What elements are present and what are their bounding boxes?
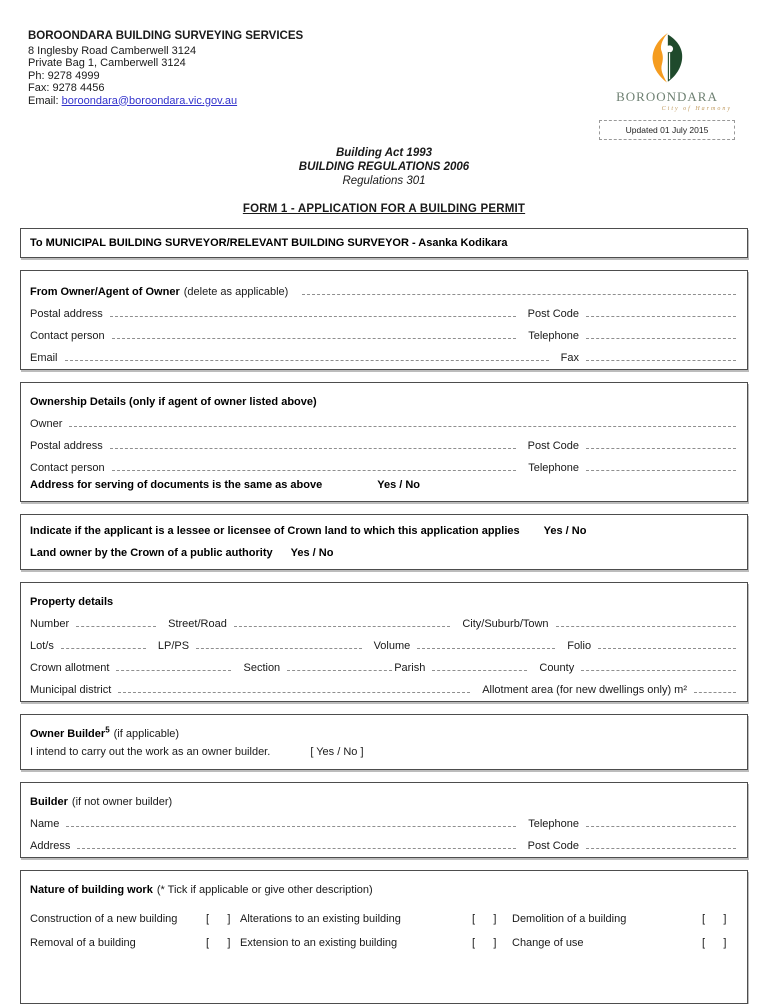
section-nature-of-work xyxy=(20,870,748,1004)
property-row-3 xyxy=(30,652,738,674)
nature-options-grid xyxy=(30,910,738,952)
crown-lessee-text: Indicate if the applicant is a lessee or licensee of Crown land to which this application applies xyxy=(30,525,520,537)
section-builder xyxy=(20,782,748,858)
volume-field-line xyxy=(417,647,555,649)
owner-builder-heading-note: (if applicable) xyxy=(113,728,180,740)
form-title: FORM 1 - APPLICATION FOR A BUILDING PERMIT xyxy=(242,203,526,215)
ownership-heading: Ownership Details (only if agent of owner listed above) xyxy=(30,396,317,408)
ownership-postal-field-line xyxy=(110,447,516,449)
owner-builder-heading-row xyxy=(30,720,738,740)
section-ownership-details xyxy=(20,382,748,502)
property-row-2 xyxy=(30,630,738,652)
from-postal-row xyxy=(30,298,738,320)
ownership-heading-row xyxy=(30,388,738,408)
street-road-field-line xyxy=(234,625,451,627)
checkbox-alterations-existing-building: [ ] xyxy=(472,913,497,925)
checkbox-extension-existing-building: [ ] xyxy=(472,937,497,949)
option-demolition-of-building: Demolition of a building xyxy=(512,913,627,925)
checkbox-change-of-use: [ ] xyxy=(702,937,727,949)
ownership-post-code-label: Post Code xyxy=(527,440,579,452)
lpps-label: LP/PS xyxy=(157,640,190,652)
owner-row xyxy=(30,408,738,430)
number-field-line xyxy=(76,625,156,627)
page-header xyxy=(0,0,768,140)
contact-person-label: Contact person xyxy=(30,330,105,342)
nature-heading: Nature of building work xyxy=(30,884,153,896)
section-from-owner xyxy=(20,270,748,370)
owner-field-line xyxy=(69,425,736,427)
owner-label: Owner xyxy=(30,418,63,430)
ownership-post-code-field-line xyxy=(586,447,736,449)
builder-heading-row xyxy=(30,788,738,808)
company-address-line1: 8 Inglesby Road Camberwell 3124 xyxy=(28,44,197,57)
builder-name-field-line xyxy=(66,825,516,827)
section-field-line xyxy=(287,669,392,671)
property-heading: Property details xyxy=(30,596,114,608)
logo-wordmark: BOROONDARA xyxy=(616,89,718,104)
company-phone: Ph: 9278 4999 xyxy=(28,69,100,82)
option-extension-existing-building: Extension to an existing building xyxy=(240,937,398,949)
option-construction-new-building: Construction of a new building xyxy=(30,913,178,925)
street-road-label: Street/Road xyxy=(168,618,227,630)
builder-telephone-field-line xyxy=(586,825,736,827)
serving-address-text: Address for serving of documents is the same as above xyxy=(30,479,323,491)
company-email-line xyxy=(28,95,303,108)
property-heading-row xyxy=(30,588,738,608)
option-alterations-existing-building: Alterations to an existing building xyxy=(240,913,401,925)
municipal-district-field-line xyxy=(118,691,470,693)
section-crown-land xyxy=(20,514,748,570)
property-row-1 xyxy=(30,608,738,630)
title-block xyxy=(0,146,768,188)
fax-field-line xyxy=(586,359,736,361)
checkbox-removal-of-building: [ ] xyxy=(206,937,231,949)
checkbox-demolition-of-building: [ ] xyxy=(702,913,727,925)
from-contact-row xyxy=(30,320,738,342)
ownership-telephone-field-line xyxy=(586,469,736,471)
builder-telephone-label: Telephone xyxy=(528,818,579,830)
volume-label: Volume xyxy=(373,640,411,652)
section-to-surveyor xyxy=(20,228,748,258)
contact-person-field-line xyxy=(112,337,517,339)
fax-label: Fax xyxy=(560,352,579,364)
owner-builder-footnote-ref: 5 xyxy=(105,725,110,735)
owner-builder-statement: I intend to carry out the work as an owner builder. xyxy=(30,746,271,758)
form-sections xyxy=(20,228,748,1004)
ownership-telephone-label: Telephone xyxy=(528,462,579,474)
city-suburb-town-label: City/Suburb/Town xyxy=(462,618,549,630)
act-title: Building Act 1993 xyxy=(335,147,433,159)
logo-block xyxy=(592,30,742,140)
lpps-field-line xyxy=(196,647,362,649)
crown-owner-row xyxy=(30,542,738,564)
crown-lessee-row xyxy=(30,520,738,542)
property-row-4 xyxy=(30,674,738,696)
ownership-contact-row xyxy=(30,452,738,474)
parish-label: Parish xyxy=(394,662,426,674)
municipal-district-label: Municipal district xyxy=(30,684,112,696)
county-field-line xyxy=(581,669,736,671)
owner-builder-statement-row xyxy=(30,740,738,764)
from-owner-name-field-line xyxy=(302,293,736,295)
telephone-label: Telephone xyxy=(528,330,579,342)
from-owner-heading: From Owner/Agent of Owner xyxy=(30,286,180,298)
builder-name-label: Name xyxy=(30,818,60,830)
ownership-postal-address-label: Postal address xyxy=(30,440,103,452)
builder-post-code-label: Post Code xyxy=(527,840,579,852)
builder-heading-note: (if not owner builder) xyxy=(71,796,173,808)
folio-label: Folio xyxy=(567,640,592,652)
regulations-title: BUILDING REGULATIONS 2006 xyxy=(298,161,470,173)
company-name: BOROONDARA BUILDING SURVEYING SERVICES xyxy=(28,30,304,42)
email-field-label: Email xyxy=(30,352,58,364)
builder-address-label: Address xyxy=(30,840,71,852)
serving-address-yes-no: Yes / No xyxy=(377,479,421,491)
company-fax: Fax: 9278 4456 xyxy=(28,82,105,94)
crown-owner-yes-no: Yes / No xyxy=(290,547,334,559)
nature-blank-space xyxy=(30,952,738,998)
builder-address-field-line xyxy=(77,847,515,849)
email-label: Email: xyxy=(28,94,59,107)
postal-address-field-line xyxy=(110,315,516,317)
from-owner-heading-row xyxy=(30,276,738,298)
builder-name-row xyxy=(30,808,738,830)
checkbox-construction-new-building: [ ] xyxy=(206,913,231,925)
lots-label: Lot/s xyxy=(30,640,54,652)
ownership-contact-field-line xyxy=(112,469,517,471)
serving-address-row xyxy=(30,474,738,496)
builder-address-row xyxy=(30,830,738,852)
post-code-label: Post Code xyxy=(527,308,579,320)
builder-post-code-field-line xyxy=(586,847,736,849)
nature-heading-row xyxy=(30,876,738,896)
allotment-area-label: Allotment area (for new dwellings only) m² xyxy=(482,684,687,696)
company-info-block xyxy=(28,30,303,140)
crown-lessee-yes-no: Yes / No xyxy=(543,525,587,537)
city-suburb-town-field-line xyxy=(556,625,736,627)
crown-owner-text: Land owner by the Crown of a public authority xyxy=(30,547,273,559)
email-link[interactable]: boroondara@boroondara.vic.gov.au xyxy=(61,94,238,107)
lots-field-line xyxy=(61,647,146,649)
from-email-row xyxy=(30,342,738,364)
regulation-number: Regulations 301 xyxy=(342,175,426,187)
parish-field-line xyxy=(432,669,527,671)
postal-address-label: Postal address xyxy=(30,308,103,320)
from-owner-heading-note: (delete as applicable) xyxy=(183,286,289,298)
folio-field-line xyxy=(598,647,736,649)
option-change-of-use: Change of use xyxy=(512,937,584,949)
number-label: Number xyxy=(30,618,70,630)
crown-allotment-label: Crown allotment xyxy=(30,662,110,674)
builder-heading: Builder xyxy=(30,796,68,808)
ownership-postal-row xyxy=(30,430,738,452)
section-owner-builder xyxy=(20,714,748,770)
owner-builder-yes-no: [ Yes / No ] xyxy=(310,746,364,758)
allotment-area-field-line xyxy=(694,691,736,693)
ownership-contact-person-label: Contact person xyxy=(30,462,105,474)
crown-allotment-field-line xyxy=(116,669,231,671)
option-removal-of-building: Removal of a building xyxy=(30,937,136,949)
boroondara-logo-icon xyxy=(640,30,694,88)
nature-heading-note: (* Tick if applicable or give other description) xyxy=(156,884,373,896)
post-code-field-line xyxy=(586,315,736,317)
section-label: Section xyxy=(243,662,281,674)
email-field-line xyxy=(65,359,549,361)
company-address-line2: Private Bag 1, Camberwell 3124 xyxy=(28,57,186,69)
to-surveyor-text: To MUNICIPAL BUILDING SURVEYOR/RELEVANT BUILDING SURVEYOR - Asanka Kodikara xyxy=(30,237,508,249)
updated-date-box: Updated 01 July 2015 xyxy=(599,120,735,140)
telephone-field-line xyxy=(586,337,736,339)
section-property-details xyxy=(20,582,748,702)
county-label: County xyxy=(539,662,575,674)
owner-builder-heading: Owner Builder$^5$ xyxy=(30,725,110,740)
logo-tagline: City of Harmony xyxy=(661,106,732,112)
